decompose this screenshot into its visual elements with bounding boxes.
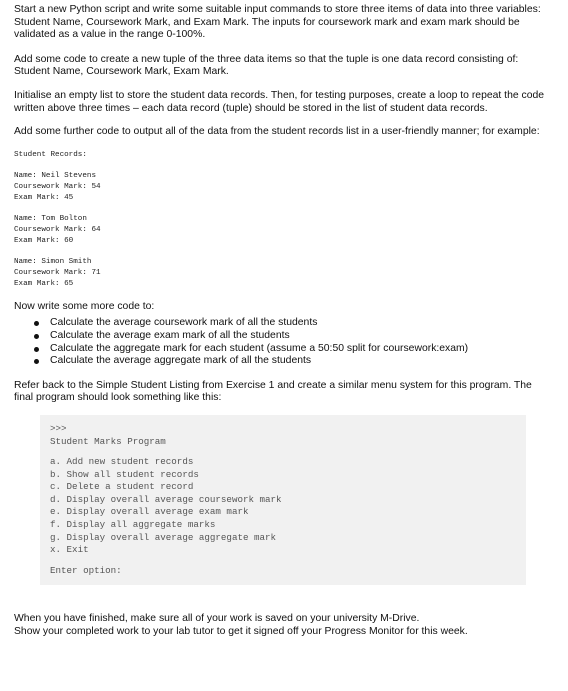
- menu-prompt: >>>: [50, 422, 67, 434]
- list-item: Calculate the aggregate mark for each student (assume a 50:50 split for coursework:exam): [14, 343, 550, 356]
- list-item: Calculate the average coursework mark of all the students: [14, 317, 550, 330]
- bullet-icon: [34, 321, 39, 326]
- record-2-exam: Exam Mark: 60: [14, 236, 74, 245]
- document-page: [14, 4, 550, 639]
- bullet-icon: [34, 359, 39, 364]
- intro-paragraph-2: Add some code to create a new tuple of the three data items so that the tuple is one data record consisting of: Student Name, Coursework Mark, Exam Mark.: [14, 53, 519, 78]
- record-1-coursework: Coursework Mark: 54: [14, 182, 101, 191]
- menu-option: g. Display overall average aggregate mark: [50, 531, 277, 543]
- example-output-heading: Student Records:: [14, 150, 87, 159]
- menu-option: a. Add new student records: [50, 456, 194, 468]
- record-3-exam: Exam Mark: 65: [14, 279, 74, 288]
- menu-title: Student Marks Program: [50, 435, 166, 447]
- menu-option: e. Display overall average exam mark: [50, 506, 249, 518]
- menu-enter-option: Enter option:: [50, 564, 122, 576]
- menu-option: c. Delete a student record: [50, 481, 194, 493]
- record-1-name: Name: Neil Stevens: [14, 171, 97, 180]
- footer-line-1: When you have finished, make sure all of your work is saved on your university M-Drive.: [14, 613, 420, 625]
- list-item: Calculate the average aggregate mark of all the students: [14, 355, 550, 368]
- record-2-coursework: Coursework Mark: 64: [14, 225, 101, 234]
- more-code-lead: Now write some more code to:: [14, 300, 155, 312]
- footer: [14, 613, 550, 638]
- record-2-name: Name: Tom Bolton: [14, 214, 87, 223]
- example-output-block: [14, 150, 550, 290]
- menu-option: x. Exit: [50, 544, 89, 556]
- task-list: [14, 317, 550, 367]
- menu-option: d. Display overall average coursework mark: [50, 493, 282, 505]
- bullet-icon: [34, 347, 39, 352]
- menu-example-box: [40, 415, 526, 586]
- menu-option: f. Display all aggregate marks: [50, 519, 216, 531]
- list-item: Calculate the average exam mark of all the students: [14, 330, 550, 343]
- intro-paragraph-3: Initialise an empty list to store the student data records. Then, for testing purposes, create a loop to repeat the code written above three times – each data record (tuple) should be stored in the list of student data records.: [14, 89, 545, 114]
- intro-paragraph-4: Add some further code to output all of the data from the student records list in a user-friendly manner; for example:: [14, 126, 540, 138]
- menu-option: b. Show all student records: [50, 468, 199, 480]
- bullet-icon: [34, 334, 39, 339]
- record-3-coursework: Coursework Mark: 71: [14, 268, 101, 277]
- record-3-name: Name: Simon Smith: [14, 257, 92, 266]
- intro-paragraph-1: Start a new Python script and write some suitable input commands to store three items of data into three variables: Student Name, Coursework Mark, and Exam Mark. The inputs for coursework mark and exam mark should be validated as a value in the range 0-100%.: [14, 4, 541, 41]
- menu-intro-paragraph: Refer back to the Simple Student Listing from Exercise 1 and create a similar menu system for this program. The final program should look something like this:: [14, 379, 532, 404]
- record-1-exam: Exam Mark: 45: [14, 193, 74, 202]
- footer-line-2: Show your completed work to your lab tutor to get it signed off your Progress Monitor for this week.: [14, 626, 468, 638]
